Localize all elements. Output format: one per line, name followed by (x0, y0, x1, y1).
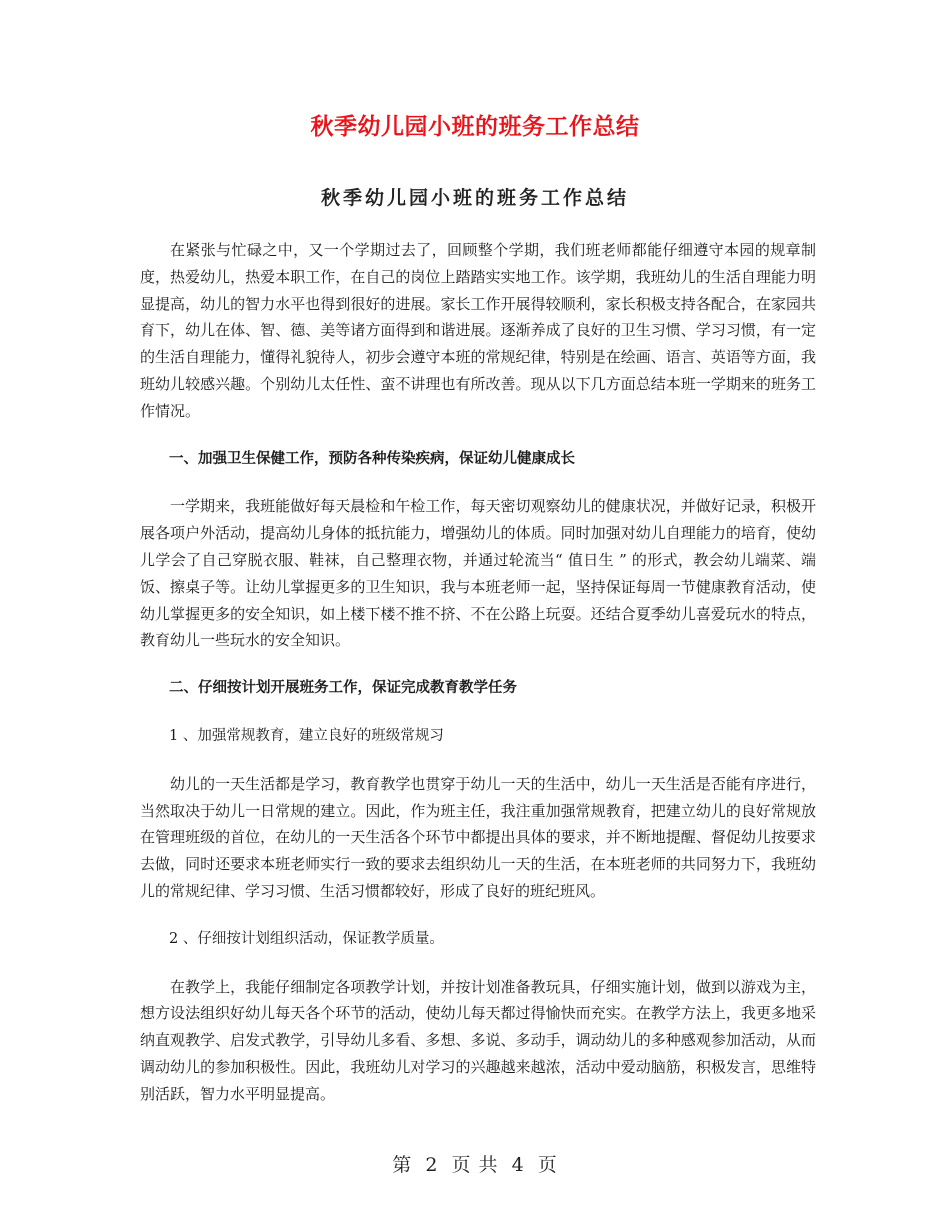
document-body (140, 237, 816, 1129)
intro-paragraph: 在紧张与忙碌之中，又一个学期过去了，回顾整个学期，我们班老师都能仔细遵守本园的规章制度，热爱幼儿，热爱本职工作，在自己的岗位上踏踏实实地工作。该学期，我班幼儿的生活自理能力明显提高，幼儿的智力水平也得到很好的进展。家长工作开展得较顺利，家长积极支持各配合，在家园共育下，幼儿在体、智、德、美等诸方面得到和谐进展。逐渐养成了良好的卫生习惯、学习习惯，有一定的生活自理能力，懂得礼貌待人，初步会遵守本班的常规纪律，特别是在绘画、语言、英语等方面，我班幼儿较感兴趣。个别幼儿太任性、蛮不讲理也有所改善。现从以下几方面总结本班一学期来的班务工作情况。 (140, 241, 816, 420)
section-2-heading: 二、仔细按计划开展班务工作，保证完成教育教学任务 (169, 680, 517, 697)
footer-page-number: 2 (425, 1154, 439, 1176)
section-1-heading: 一、加强卫生保健工作，预防各种传染疾病，保证幼儿健康成长 (169, 450, 575, 467)
footer-total-pages: 4 (511, 1154, 525, 1176)
section-1-paragraph: 一学期来，我班能做好每天晨检和午检工作，每天密切观察幼儿的健康状况，并做好记录，积极开展各项户外活动，提高幼儿身体的抵抗能力，增强幼儿的体质。同时加强对幼儿自理能力的培育，使幼儿学会了自己穿脱衣服、鞋袜，自己整理衣物，并通过轮流当“ 值日生 ” 的形式，教会幼儿端菜、端饭、擦桌子等。让幼儿掌握更多的卫生知识，我与本班老师一起，坚持保证每周一节健康教育活动，使幼儿掌握更多的安全知识，如上楼下楼不推不挤、不在公路上玩耍。还结合夏季幼儿喜爱玩水的特点，教育幼儿一些玩水的安全知识。 (140, 497, 816, 650)
item-1-paragraph: 幼儿的一天生活都是学习，教育教学也贯穿于幼儿一天的生活中，幼儿一天生活是否能有序进行，当然取决于幼儿一日常规的建立。因此，作为班主任，我注重加强常规教育，把建立幼儿的良好常规放在管理班级的首位，在幼儿的一天生活各个环节中都提出具体的要求，并不断地提醒、督促幼儿按要求去做，同时还要求本班老师实行一致的要求去组织幼儿一天的生活，在本班老师的共同努力下，我班幼儿的常规纪律、学习习惯、生活习惯都较好，形成了良好的班纪班风。 (140, 774, 816, 900)
item-1-heading: 1 、加强常规教育，建立良好的班级常规习 (169, 727, 444, 744)
item-2-heading: 2 、仔细按计划组织活动，保证教学质量。 (169, 930, 444, 947)
document-subtitle: 秋季幼儿园小班的班务工作总结 (320, 187, 629, 209)
footer-prefix: 第 (392, 1154, 413, 1176)
document-title: 秋季幼儿园小班的班务工作总结 (310, 114, 640, 140)
footer-suffix: 页 (537, 1154, 558, 1176)
footer-middle: 页 共 (451, 1154, 499, 1176)
page-footer (0, 1150, 950, 1177)
item-2-paragraph: 在教学上，我能仔细制定各项教学计划，并按计划准备教玩具，仔细实施计划，做到以游戏为主，想方设法组织好幼儿每天各个环节的活动，使幼儿每天都过得愉快而充实。在教学方法上，我更多地采纳直观教学、启发式教学，引导幼儿多看、多想、多说、多动手，调动幼儿的多种感观参加活动，从而调动幼儿的参加积极性。因此，我班幼儿对学习的兴趣越来越浓，活动中爱动脑筋，积极发言，思维特别活跃，智力水平明显提高。 (140, 977, 816, 1103)
